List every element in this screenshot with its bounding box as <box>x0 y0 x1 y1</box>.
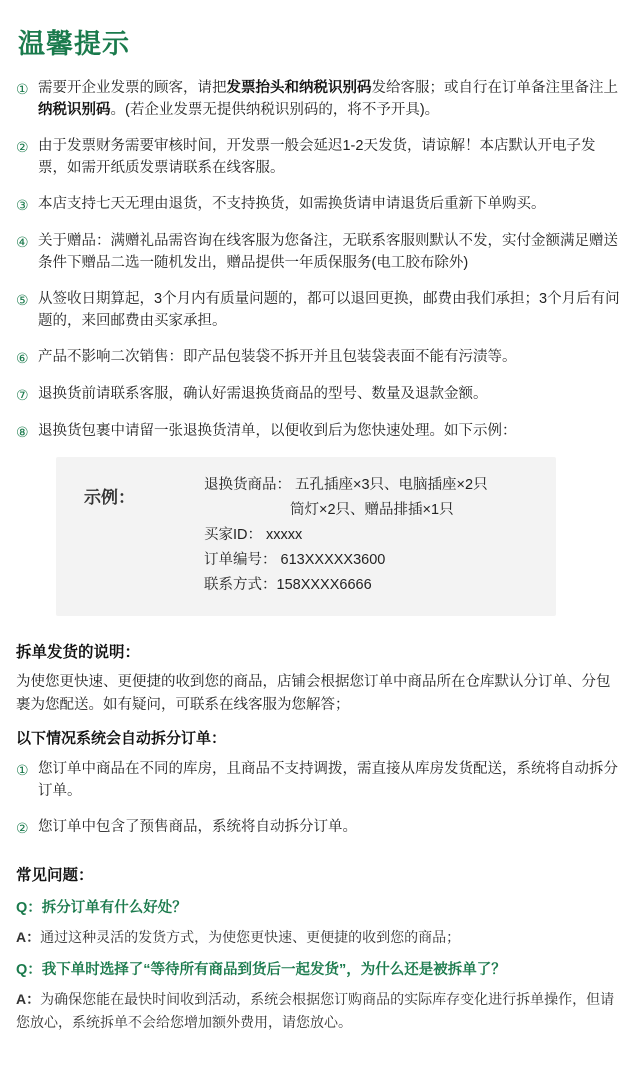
faq-item <box>16 897 624 949</box>
faq-answer-tag: A： <box>16 991 41 1007</box>
list-item-number: ④ <box>16 234 29 250</box>
example-line-goods-cont: 筒灯×2只、赠品排插×1只 <box>290 502 454 518</box>
list-item-text: 由于发票财务需要审核时间，开发票一般会延迟1-2天发货，请谅解！本店默认开电子发票，如需开纸质发票请联系在线客服。 <box>38 138 596 176</box>
example-body <box>204 473 538 598</box>
example-line-contact: 联系方式：158XXXX6666 <box>204 577 372 593</box>
split-order-title: 拆单发货的说明： <box>16 644 141 661</box>
faq-title: 常见问题： <box>16 867 94 884</box>
list-item-number: ① <box>16 81 29 97</box>
faq-question-text: 我下单时选择了“等待所有商品到货后一起发货”，为什么还是被拆单了？ <box>41 962 506 978</box>
example-line-order-no: 订单编号： 613XXXXX3600 <box>204 552 386 568</box>
faq-question-tag: Q： <box>16 900 42 916</box>
list-item <box>16 288 624 332</box>
faq-answer-text: 为确保您能在最快时间收到活动，系统会根据您订购商品的实际库存变化进行拆单操作，但请您放心，系统拆单不会给您增加额外费用，请您放心。 <box>16 991 615 1030</box>
list-item <box>16 420 624 443</box>
faq-answer-text: 通过这种灵活的发货方式，为使您更快速、更便捷的收到您的商品； <box>40 929 461 945</box>
faq-item <box>16 959 624 1034</box>
list-item <box>16 77 624 121</box>
faq-answer-tag: A： <box>16 929 41 945</box>
example-line-goods: 退换货商品： 五孔插座×3只、电脑插座×2只 <box>204 477 488 493</box>
list-item-text: 需要开企业发票的顾客，请把发票抬头和纳税识别码发给客服；或自行在订单备注里备注上纳税识别码。(若企业发票无提供纳税识别码的，将不予开具)。 <box>38 80 618 118</box>
list-item <box>16 193 624 216</box>
faq-answer <box>16 926 624 949</box>
list-item <box>16 758 624 802</box>
split-order-list <box>16 758 624 839</box>
split-order-paragraph: 为使您更快速、更便捷的收到您的商品，店铺会根据您订单中商品所在仓库默认分订单、分包裹为您配送。如有疑问，可联系在线客服为您解答； <box>16 674 611 713</box>
list-item <box>16 346 624 369</box>
list-item-text: 本店支持七天无理由退货，不支持换货，如需换货请申请退货后重新下单购买。 <box>38 196 546 212</box>
faq-question-tag: Q： <box>16 962 42 978</box>
example-line-buyer-id: 买家ID： xxxxx <box>204 527 303 543</box>
example-label: 示例： <box>84 488 135 507</box>
list-item-text: 您订单中商品在不同的库房，且商品不支持调拨，需直接从库房发货配送，系统将自动拆分订单。 <box>38 761 618 799</box>
faq-section <box>16 863 624 1034</box>
list-item-text: 退换货前请联系客服，确认好需退换货商品的型号、数量及退款金额。 <box>38 386 488 402</box>
list-item-number: ⑧ <box>16 424 29 440</box>
list-item-text: 关于赠品：满赠礼品需咨询在线客服为您备注，无联系客服则默认不发，实付金额满足赠送条件下赠品二选一随机发出，赠品提供一年质保服务(电工胶布除外) <box>38 233 618 271</box>
return-slip-example <box>56 457 556 616</box>
split-order-section <box>16 640 624 839</box>
list-item-text: 从签收日期算起，3个月内有质量问题的，都可以退回更换，邮费由我们承担；3个月后有问题的，来回邮费由买家承担。 <box>38 291 620 329</box>
list-item <box>16 230 624 274</box>
list-item-number: ⑦ <box>16 387 29 403</box>
split-order-subtitle: 以下情况系统会自动拆分订单： <box>16 730 227 747</box>
list-item-text: 产品不影响二次销售：即产品包装袋不拆开并且包装袋表面不能有污渍等。 <box>38 349 517 365</box>
list-item-text: 您订单中包含了预售商品，系统将自动拆分订单。 <box>38 819 357 835</box>
list-item-number: ② <box>16 139 29 155</box>
faq-answer <box>16 988 624 1034</box>
list-item-number: ① <box>16 762 29 778</box>
faq-question <box>16 897 624 920</box>
list-item-number: ③ <box>16 197 29 213</box>
list-item <box>16 816 624 839</box>
list-item-text: 退换货包裹中请留一张退换货清单，以便收到后为您快速处理。如下示例： <box>38 423 517 439</box>
list-item-number: ⑤ <box>16 292 29 308</box>
list-item-number: ② <box>16 820 29 836</box>
list-item-number: ⑥ <box>16 350 29 366</box>
faq-question <box>16 959 624 982</box>
list-item <box>16 383 624 406</box>
faq-question-text: 拆分订单有什么好处？ <box>41 900 187 916</box>
list-item <box>16 135 624 179</box>
page-title: 温馨提示 <box>18 29 130 59</box>
notice-list <box>16 77 624 443</box>
